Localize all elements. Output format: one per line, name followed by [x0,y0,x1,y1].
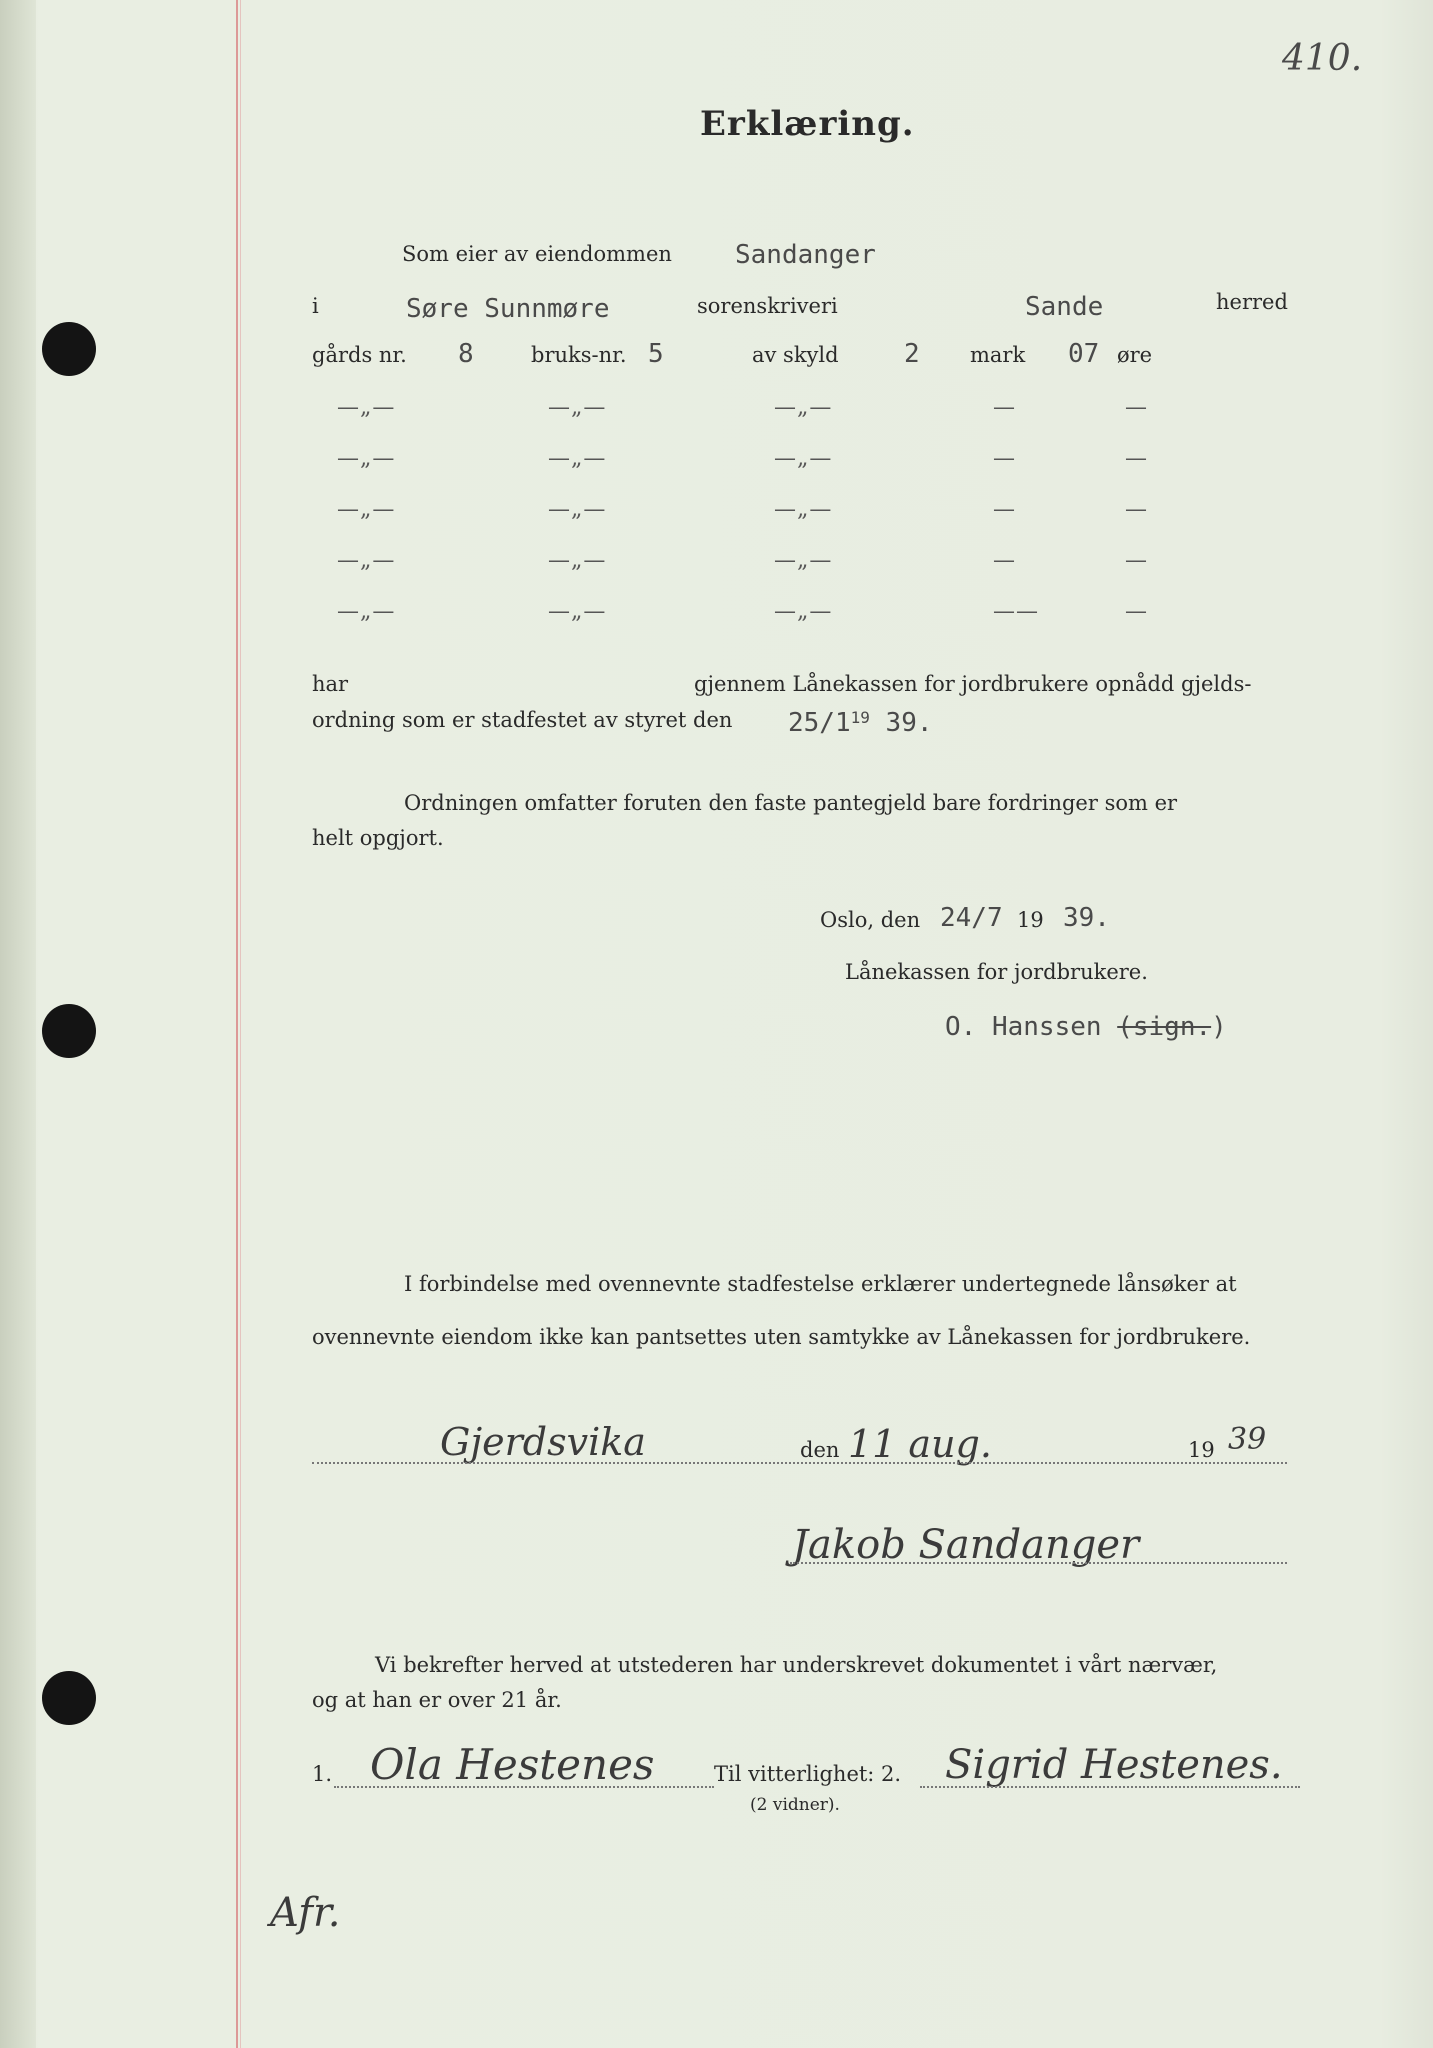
label-har: har [312,672,349,696]
ditto-cell: — [1125,599,1148,624]
declaration-line-1: I forbindelse med ovennevnte stadfestelse erklærer undertegnede lånsøker at [404,1272,1237,1296]
vidner-note: (2 vidner). [750,1795,840,1815]
label-den: den [800,1438,840,1462]
witness-2-signature: Sigrid Hestenes. [945,1742,1283,1788]
struck-sign: (sign. [1117,1012,1212,1042]
property-herred: Sande [1025,292,1104,322]
ditto-cell: —„— [774,599,833,624]
stadfestet-date [788,708,933,738]
label-av-skyld: av skyld [752,343,839,367]
ditto-cell: —— [993,599,1039,624]
label-som-eier: Som eier av eiendommen [402,242,672,266]
ditto-cell: — [1125,548,1148,573]
ditto-cell: —„— [337,395,396,420]
signing-line [312,1462,1287,1464]
signing-place: Gjerdsvika [440,1420,646,1464]
ditto-cell: —„— [548,446,607,471]
ditto-cell: —„— [774,548,833,573]
institution-name: Lånekassen for jordbrukere. [845,960,1148,984]
sign-close: ) [1211,1012,1227,1042]
ditto-cell: —„— [774,497,833,522]
body-line-2: ordning som er stadfestet av styret den [312,708,733,732]
para2-line-1: Ordningen omfatter foruten den faste pantegjeld bare fordringer som er [404,791,1178,815]
ditto-cell: —„— [548,548,607,573]
til-vitterlighet: Til vitterlighet: 2. [714,1762,902,1786]
borrower-signature: Jakob Sandanger [792,1522,1140,1568]
label-herred: herred [1216,290,1288,314]
witness-2-line [920,1786,1300,1788]
ditto-cell: —„— [337,446,396,471]
label-mark: mark [970,343,1026,367]
stadfestet-date-value: 25/1 [788,708,851,738]
ditto-cell: —„— [548,395,607,420]
ditto-cell: — [1125,446,1148,471]
witness-line-2: og at han er over 21 år. [312,1688,562,1712]
witness-1-line [334,1786,714,1788]
margin-rule [236,0,238,2048]
gards-nr-value: 8 [458,339,474,369]
ditto-cell: — [993,446,1016,471]
issued-year-prefix: 19 [1017,908,1044,932]
ditto-cell: —„— [337,599,396,624]
signing-date: 11 aug. [848,1422,992,1466]
signing-year-prefix: 19 [1188,1438,1215,1462]
ditto-cell: —„— [548,599,607,624]
property-district: Søre Sunnmøre [406,294,610,324]
ditto-cell: — [1125,395,1148,420]
skyld-ore-value: 07 [1068,339,1100,369]
stadfestet-year: 39. [885,708,933,738]
declaration-line-2: ovennevnte eiendom ikke kan pantsettes uten samtykke av Lånekassen for jordbrukere. [312,1325,1251,1349]
issued-date: 24/7 [940,903,1003,933]
issued-place: Oslo, den [820,908,921,932]
signer-name [945,1012,1227,1042]
ditto-cell: —„— [548,497,607,522]
signature-line [790,1562,1287,1564]
witness-line-1: Vi bekrefter herved at utstederen har underskrevet dokumentet i vårt nærvær, [375,1653,1218,1677]
page-number: 410. [1282,38,1363,79]
signing-year: 39 [1228,1422,1267,1457]
label-bruks-nr: bruks-nr. [531,343,627,367]
property-name: Sandanger [735,240,876,270]
label-ore: øre [1117,343,1153,367]
punch-hole-3 [42,1671,96,1725]
para2-line-2: helt opgjort. [312,826,444,850]
punch-hole-2 [42,1004,96,1058]
witness-number-1: 1. [312,1762,333,1786]
ditto-cell: —„— [337,497,396,522]
margin-rule-shadow [240,0,241,2048]
ditto-cell: —„— [774,446,833,471]
ditto-cell: — [993,548,1016,573]
ditto-cell: — [993,395,1016,420]
skyld-mark-value: 2 [904,339,920,369]
ditto-cell: — [1125,497,1148,522]
issued-year: 39. [1063,903,1110,933]
document-title: Erklæring. [700,104,915,144]
punch-hole-1 [42,322,96,376]
bruks-nr-value: 5 [648,339,664,369]
label-i: i [312,294,319,318]
ditto-cell: —„— [774,395,833,420]
body-line-1: gjennem Lånekassen for jordbrukere opnådd gjelds- [694,672,1252,696]
page-edge [0,0,36,2048]
ditto-cell: — [993,497,1016,522]
signer-text: O. Hanssen [945,1012,1102,1042]
label-gards-nr: gårds nr. [312,343,407,367]
year-prefix: 19 [850,708,870,727]
label-sorenskriveri: sorenskriveri [697,294,838,318]
ditto-cell: —„— [337,548,396,573]
witness-1-signature: Ola Hestenes [370,1740,655,1789]
marginal-note: Afr. [270,1890,341,1936]
